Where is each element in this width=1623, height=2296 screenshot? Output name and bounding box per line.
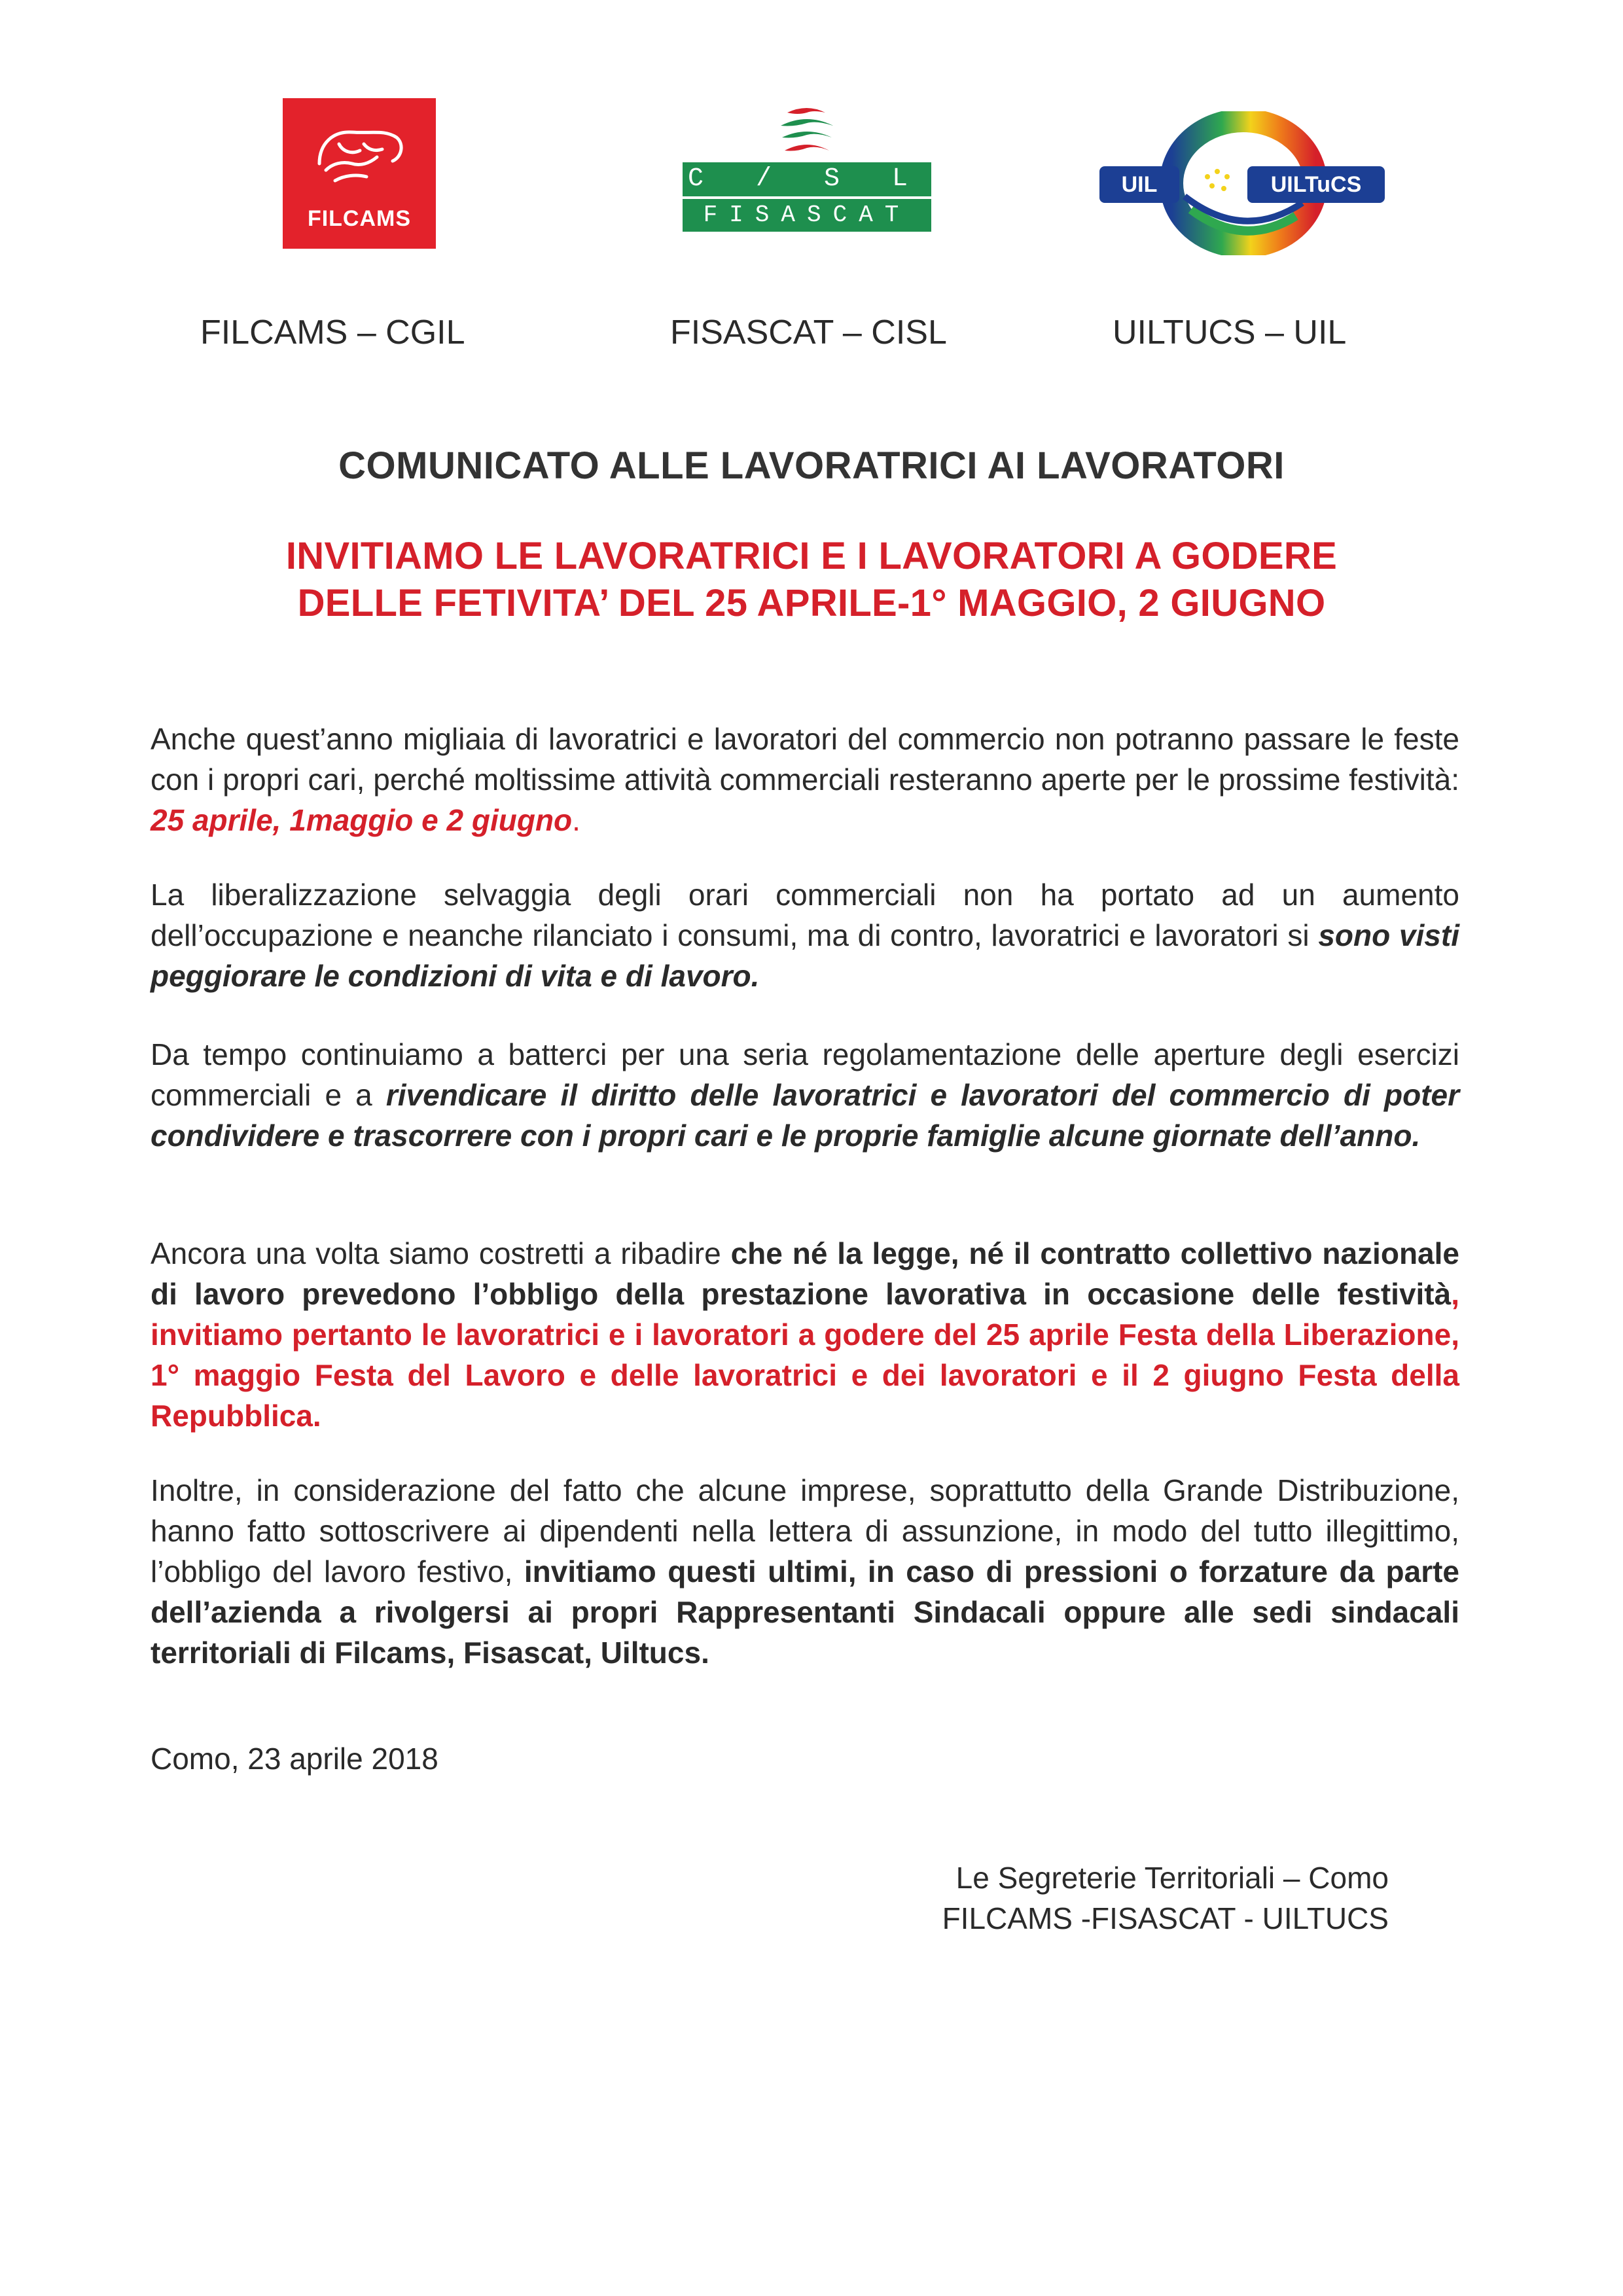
union-label-filcams: FILCAMS – CGIL: [200, 314, 465, 351]
uil-logo-right-text: UILTuCS: [1270, 172, 1362, 197]
cisl-logo-line1: C / S L: [683, 162, 931, 196]
paragraph-4: [151, 1233, 1459, 1436]
paragraph-1: [151, 719, 1459, 840]
paragraph-2-emphasis: sono visti peggiorare le condizioni di vita e di lavoro.: [151, 918, 1459, 993]
cisl-fisascat-logo: [683, 98, 931, 240]
paragraph-5: [151, 1470, 1459, 1673]
paragraph-3: [151, 1034, 1459, 1156]
paragraph-4-invitation: , invitiamo pertanto le lavoratrici e i lavoratori a godere del 25 aprile Festa della Liberazione, 1° maggio Festa del Lavoro e delle lavoratrici e dei lavoratori e il 2 giugno Festa della Repubblica.: [151, 1277, 1459, 1433]
filcams-logo: [283, 98, 436, 249]
union-label-uiltucs: UILTUCS – UIL: [1113, 314, 1347, 351]
uil-logo-left-text: UIL: [1121, 172, 1158, 197]
paragraph-5-text: Inoltre, in considerazione del fatto che alcune imprese, soprattutto della Grande Distribuzione, hanno fatto sottoscrivere ai dipendenti nella lettera di assunzione, in modo del tutto illegittimo, l’obbligo del lavoro festivo,: [151, 1473, 1459, 1588]
paragraph-5-bold: invitiamo questi ultimi, in caso di pressioni o forzature da parte dell’azienda a rivolgersi ai propri Rappresentanti Sindacali oppure alle sedi sindacali territoriali di Filcams, Fisascat, Uiltucs.: [151, 1554, 1459, 1670]
paragraph-1-text: Anche quest’anno migliaia di lavoratrici e lavoratori del commercio non potranno passare le feste con i propri cari, perché moltissime attività commerciali resteranno aperte per le prossime festività:: [151, 722, 1459, 797]
document-subtitle: [0, 533, 1623, 627]
filcams-emblem-icon: [306, 118, 411, 190]
paragraph-3-emphasis: rivendicare il diritto delle lavoratrici e lavoratori del commercio di poter condividere e trascorrere con i propri cari e le proprie famiglie alcune giornate dell’anno.: [151, 1078, 1459, 1153]
filcams-logo-text: FILCAMS: [307, 206, 412, 231]
paragraph-1-dates: 25 aprile, 1maggio e 2 giugno: [151, 803, 573, 837]
document-title: COMUNICATO ALLE LAVORATRICI AI LAVORATORI: [338, 444, 1285, 487]
place-date: Como, 23 aprile 2018: [151, 1742, 438, 1776]
signature: [942, 1857, 1389, 1939]
uil-uiltucs-logo: [1099, 111, 1394, 255]
subtitle-line1: INVITIAMO LE LAVORATRICI E I LAVORATORI A GODERE: [285, 535, 1338, 577]
paragraph-4-text: Ancora una volta siamo costretti a ribadire: [151, 1236, 731, 1270]
paragraph-3-text: Da tempo continuiamo a batterci per una seria regolamentazione delle aperture degli esercizi commerciali e a: [151, 1037, 1459, 1112]
paragraph-2: [151, 874, 1459, 996]
signature-line2: FILCAMS -FISASCAT - UILTUCS: [942, 1901, 1389, 1935]
cisl-logo-line2: FISASCAT: [683, 199, 931, 232]
paragraph-2-text: La liberalizzazione selvaggia degli orari commerciali non ha portato ad un aumento dell’occupazione e neanche rilanciato i consumi, ma di contro, lavoratrici e lavoratori si: [151, 878, 1459, 952]
paragraph-4-bold: che né la legge, né il contratto collettivo nazionale di lavoro prevedono l’obbligo della prestazione lavorativa in occasione delle festività: [151, 1236, 1459, 1311]
subtitle-line2: DELLE FETIVITA’ DEL 25 APRILE-1° MAGGIO, 2 GIUGNO: [297, 582, 1326, 624]
paragraph-1-end: .: [572, 803, 580, 837]
union-label-fisascat: FISASCAT – CISL: [670, 314, 947, 351]
signature-line1: Le Segreterie Territoriali – Como: [955, 1861, 1389, 1895]
cisl-flag-icon: [683, 98, 931, 161]
